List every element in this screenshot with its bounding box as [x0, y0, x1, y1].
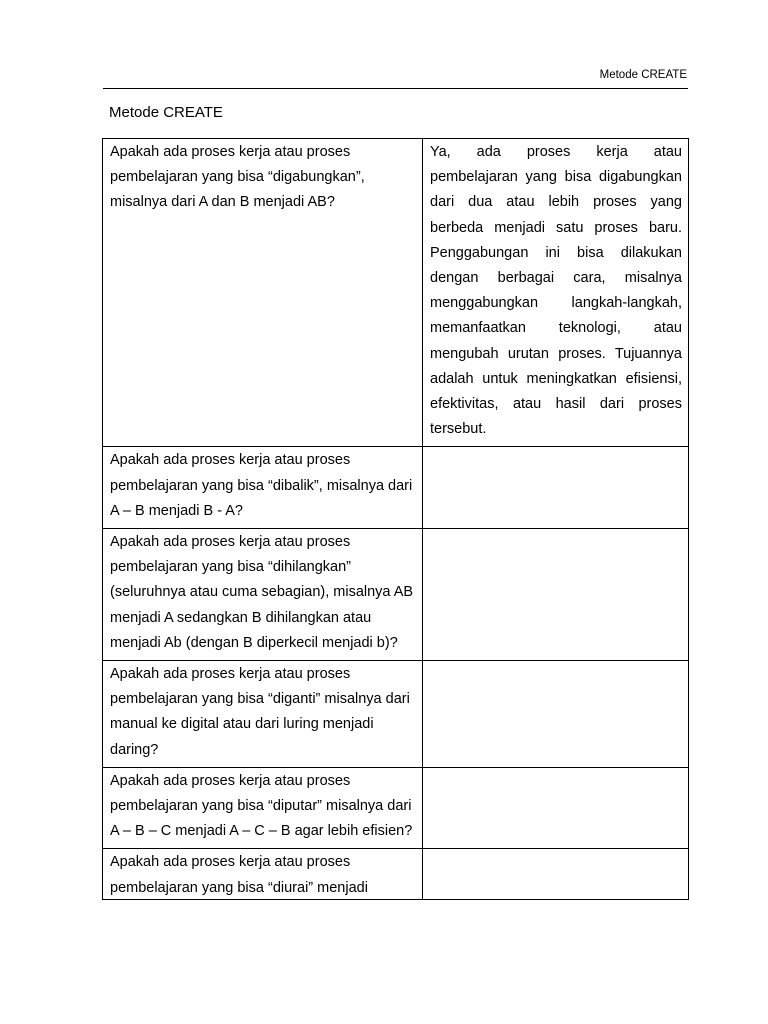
- page-header: Metode CREATE: [599, 69, 687, 81]
- question-cell: Apakah ada proses kerja atau proses pembelajaran yang bisa “digabungkan”, misalnya dari A dan B menjadi AB?: [103, 139, 423, 447]
- header-divider: [103, 88, 688, 89]
- table-row: [103, 139, 689, 447]
- answer-cell: [423, 767, 689, 849]
- question-text: Apakah ada proses kerja atau proses pembelajaran yang bisa “diurai” menjadi: [110, 854, 368, 896]
- create-method-table: [102, 138, 689, 900]
- table-row: [103, 447, 689, 529]
- answer-cell: [423, 529, 689, 661]
- document-title: Metode CREATE: [109, 104, 223, 121]
- question-cell: Apakah ada proses kerja atau proses pembelajaran yang bisa “dibalik”, misalnya dari A – B menjadi B - A?: [103, 447, 423, 529]
- question-cell: [103, 849, 423, 900]
- table-row: [103, 849, 689, 900]
- question-cell: Apakah ada proses kerja atau proses pembelajaran yang bisa “diputar” misalnya dari A – B – C menjadi A – C – B agar lebih efisien?: [103, 767, 423, 849]
- answer-cell: [423, 661, 689, 768]
- question-cell: Apakah ada proses kerja atau proses pembelajaran yang bisa “dihilangkan” (seluruhnya atau cuma sebagian), misalnya AB menjadi A sedangkan B dihilangkan atau menjadi Ab (dengan B diperkecil menjadi b)?: [103, 529, 423, 661]
- table-row: [103, 529, 689, 661]
- answer-cell: Ya, ada proses kerja atau pembelajaran yang bisa digabungkan dari dua atau lebih proses yang berbeda menjadi satu proses baru. Penggabungan ini bisa dilakukan dengan berbagai cara, misalnya menggabungkan langkah-langkah, memanfaatkan teknologi, atau mengubah urutan proses. Tujuannya adalah untuk meningkatkan efisiensi, efektivitas, atau hasil dari proses tersebut.: [423, 139, 689, 447]
- table-row: [103, 661, 689, 768]
- answer-cell: [423, 849, 689, 900]
- answer-cell: [423, 447, 689, 529]
- table-row: [103, 767, 689, 849]
- question-cell: Apakah ada proses kerja atau proses pembelajaran yang bisa “diganti” misalnya dari manual ke digital atau dari luring menjadi daring?: [103, 661, 423, 768]
